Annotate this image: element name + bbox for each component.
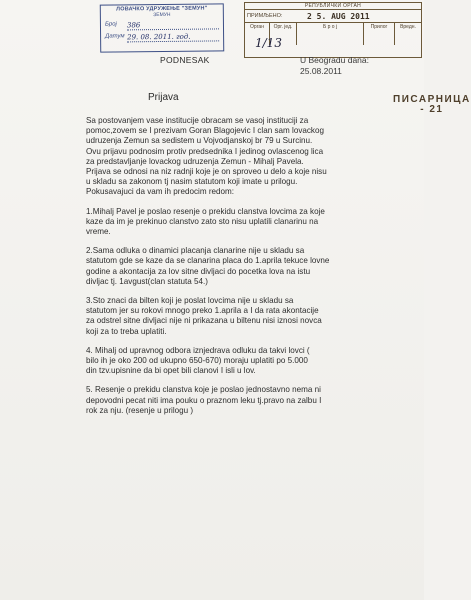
body-line: udruzenja Zemun sa sedistem u Vojvodjanskoj br 79 u Surcinu.	[86, 136, 313, 146]
body-paragraph	[86, 385, 386, 416]
place-date	[300, 55, 369, 77]
body-line: kaze da im je prekinuo clanstvo zato sto nisu uplatili clanarinu na	[86, 216, 319, 226]
podnesak-label: PODNESAK	[160, 55, 210, 65]
body-line: koji za to treba uplatiti.	[86, 326, 167, 336]
registry-cell: Орг. јед.	[270, 23, 297, 45]
body-paragraph	[86, 207, 386, 238]
body-line: rok za nju. (resenje u prilogu )	[86, 405, 194, 415]
body-line: Sa postovanjem vase institucije obracam se vasoj instituciji za	[86, 116, 309, 125]
stamp-datum-label: Датум	[105, 33, 125, 40]
body-line: Ovu prijavu podnosim protiv predsednika I jedinog ovlascenog lica	[86, 146, 324, 156]
body-line: 3.Sto znaci da bilten koji je poslat lovcima nije u skladu sa	[86, 296, 294, 306]
body-line: divljac tj. 1avgust(clan statuta 54.)	[86, 276, 208, 286]
registry-cell: Прилог	[364, 23, 395, 45]
stamp-header: ЛОВАЧКО УДРУЖЕЊЕ "ЗЕМУН"	[116, 5, 208, 13]
registry-cell: Вредн.	[400, 24, 416, 30]
body-line: za predstavljanje lovackog udruzenja Zemun - Mihalj Pavela.	[86, 156, 304, 166]
body-paragraph	[86, 116, 386, 198]
body-line: din tzv.upisnine da bi opet bili clanovi I isli u lov.	[86, 366, 256, 376]
body-line: statutom gde se kaze da se clanarina placa do 1.aprila tekuce lovne	[86, 256, 330, 266]
body-line: statutom jer su rokovi mnogo preko 1.aprila a I da rata akontacije	[86, 306, 319, 316]
body-paragraph	[86, 246, 386, 287]
registry-received-date: 2 5. AUG 2011	[307, 11, 370, 21]
registry-received-label: ПРИМЉЕНО:	[247, 13, 283, 19]
body-line: Prijava se odnosi na niz radnji koje je on sproveo u delo a koje nisu	[86, 167, 327, 177]
body-line: depovodni pecat niti ima pouku o praznom leku tj.pravo na zalbu I	[86, 395, 322, 405]
handwritten-number: 1/13	[255, 36, 282, 50]
body-line: 4. Mihalj od upravnog odbora iznjedrava odluku da takvi lovci (	[86, 345, 310, 355]
body-paragraph	[86, 346, 386, 377]
stamp-broj-value: 386	[127, 20, 219, 30]
document-body	[86, 116, 386, 425]
body-line: 5. Resenje o prekidu clanstva koje je poslao jednostavno nema ni	[86, 385, 321, 395]
place-text: U Beogradu dana:	[300, 55, 369, 65]
stamp-datum-value: 29. 08. 2011. год.	[127, 32, 219, 42]
body-line: 1.Mihalj Pavel je poslao resenje o prekidu clanstva lovcima za koje	[86, 206, 325, 216]
document-title: Prijava	[148, 92, 179, 103]
registry-stamp-title: ПИСАРНИЦА - 21	[393, 94, 471, 115]
body-line: pomoc,zovem se I prezivam Goran Blagojevic I clan sam lovackog	[86, 126, 324, 136]
registry-received-row	[245, 9, 421, 22]
registry-cell: Орган	[245, 23, 270, 45]
body-paragraph	[86, 296, 386, 337]
body-line: vreme.	[86, 227, 111, 237]
body-line: bilo ih je oko 200 od ukupno 650-670) moraju uplatiti po 5.000	[86, 356, 308, 366]
registry-cell: Б р о ј	[297, 23, 364, 45]
stamp-subheader: ЗЕМУН	[153, 11, 171, 19]
body-line: u skladu sa zakonom tj nasim statutom koji imate u prilogu.	[86, 177, 298, 187]
body-line: za odstrel sitne divljaci nije ni prikazana u biltenu nisi iznosi novca	[86, 316, 322, 326]
date-text: 25.08.2011	[300, 66, 342, 76]
stamp-broj-label: Број	[104, 21, 117, 28]
stamp-datum-row	[101, 32, 223, 42]
hunting-association-stamp	[100, 3, 224, 52]
registry-stamp-top: РЕПУБЛИЧКИ ОРГАН	[304, 3, 362, 9]
body-line: Pokusavajuci da vam ih predocim redom:	[86, 187, 235, 197]
stamp-broj-row	[101, 20, 223, 30]
body-line: godine a akontacija za lov sitne divljaci do pocetka lova na istu	[86, 266, 311, 276]
body-line: 2.Sama odluka o dinamici placanja clanarine nije u skladu sa	[86, 246, 305, 256]
